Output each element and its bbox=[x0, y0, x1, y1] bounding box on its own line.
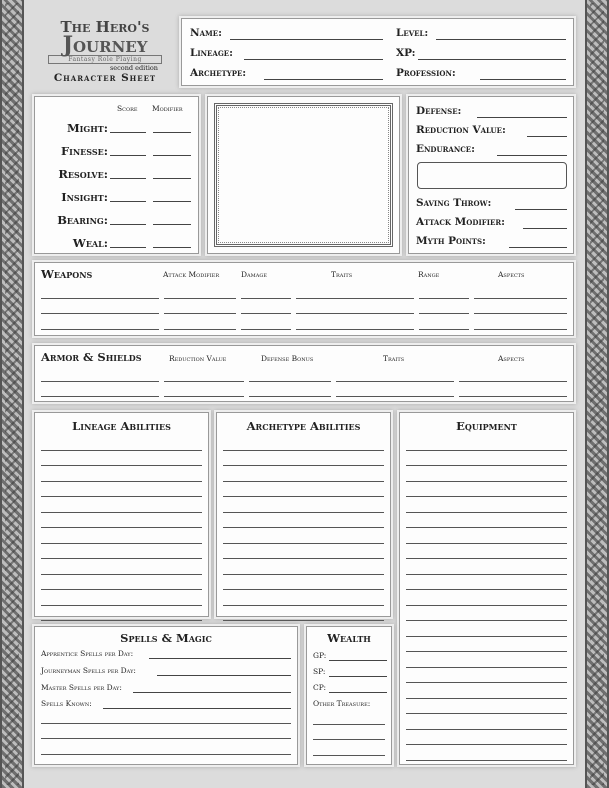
spells-known-label: Spells Known: bbox=[41, 699, 92, 708]
insight-label: Insight: bbox=[61, 190, 108, 204]
logo-line3: Fantasy Role Playing bbox=[48, 55, 162, 64]
archetype-label: Archetype: bbox=[190, 67, 247, 79]
weapons-col-damage: Damage bbox=[241, 270, 267, 279]
cp-label: CP: bbox=[313, 683, 327, 692]
reduction-field[interactable] bbox=[527, 136, 567, 137]
spells-title: Spells & Magic bbox=[120, 631, 212, 645]
logo bbox=[38, 20, 172, 84]
master-spells-label: Master Spells per Day: bbox=[41, 683, 122, 692]
myth-points-label: Myth Points: bbox=[416, 235, 486, 247]
weapons-table[interactable] bbox=[41, 283, 567, 330]
sp-field[interactable] bbox=[329, 676, 387, 677]
weapons-col-range: Range bbox=[418, 270, 440, 279]
resolve-score[interactable] bbox=[110, 178, 146, 179]
apprentice-spells-label: Apprentice Spells per Day: bbox=[41, 649, 134, 658]
attribute-row bbox=[35, 211, 200, 234]
attribute-row bbox=[35, 188, 200, 211]
armor-col-aspects: Aspects bbox=[498, 354, 525, 363]
left-knotwork-border bbox=[0, 0, 24, 788]
defense-label: Defense: bbox=[416, 105, 462, 117]
gp-label: GP: bbox=[313, 651, 327, 660]
weal-label: Weal: bbox=[72, 236, 108, 250]
insight-score[interactable] bbox=[110, 201, 146, 202]
weapons-col-traits: Traits bbox=[331, 270, 353, 279]
insight-modifier[interactable] bbox=[153, 201, 191, 202]
name-field[interactable] bbox=[230, 39, 383, 40]
bearing-score[interactable] bbox=[110, 224, 146, 225]
other-treasure-lines[interactable] bbox=[313, 709, 385, 756]
defense-panel bbox=[408, 96, 574, 254]
weapons-col-aspects: Aspects bbox=[498, 270, 525, 279]
lineage-abilities-lines[interactable] bbox=[41, 435, 202, 621]
other-treasure-label: Other Treasure: bbox=[313, 699, 371, 708]
armor-table[interactable] bbox=[41, 366, 567, 397]
master-spells-field[interactable] bbox=[133, 692, 291, 693]
attribute-row bbox=[35, 142, 200, 165]
attribute-list bbox=[35, 119, 200, 257]
lineage-abilities-title: Lineage Abilities bbox=[72, 419, 171, 433]
apprentice-spells-field[interactable] bbox=[149, 658, 291, 659]
equipment-title: Equipment bbox=[456, 419, 517, 433]
cp-field[interactable] bbox=[329, 692, 387, 693]
logo-line2: Journey bbox=[62, 32, 148, 58]
archetype-field[interactable] bbox=[264, 79, 383, 80]
weapons-title: Weapons bbox=[41, 267, 93, 281]
weapons-col-attack: Attack Modifier bbox=[163, 270, 220, 279]
right-knotwork-border bbox=[585, 0, 609, 788]
gp-field[interactable] bbox=[329, 660, 387, 661]
bearing-label: Bearing: bbox=[57, 213, 108, 227]
score-header: Score bbox=[117, 104, 138, 113]
endurance-label: Endurance: bbox=[416, 143, 476, 155]
armor-col-reduction: Reduction Value bbox=[169, 354, 227, 363]
finesse-modifier[interactable] bbox=[153, 155, 191, 156]
armor-title: Armor & Shields bbox=[41, 350, 142, 364]
lineage-label: Lineage: bbox=[190, 47, 234, 59]
lineage-abilities-panel bbox=[34, 412, 209, 617]
wealth-panel bbox=[306, 626, 392, 765]
weal-modifier[interactable] bbox=[153, 247, 191, 248]
might-score[interactable] bbox=[110, 132, 146, 133]
portrait-panel bbox=[207, 96, 400, 254]
xp-label: XP: bbox=[396, 47, 416, 59]
logo-line4: second edition bbox=[109, 64, 158, 72]
name-label: Name: bbox=[190, 27, 222, 39]
resolve-modifier[interactable] bbox=[153, 178, 191, 179]
journeyman-spells-field[interactable] bbox=[157, 675, 291, 676]
attributes-panel bbox=[34, 96, 199, 254]
saving-throw-label: Saving Throw: bbox=[416, 197, 492, 209]
endurance-field[interactable] bbox=[497, 155, 567, 156]
armor-col-traits: Traits bbox=[383, 354, 405, 363]
equipment-lines[interactable] bbox=[406, 435, 567, 761]
archetype-abilities-panel bbox=[216, 412, 391, 617]
journeyman-spells-label: Journeyman Spells per Day: bbox=[41, 666, 136, 675]
reduction-label: Reduction Value: bbox=[416, 124, 506, 136]
wealth-title: Wealth bbox=[327, 631, 371, 645]
spells-panel bbox=[34, 626, 298, 765]
endurance-box[interactable] bbox=[417, 162, 567, 189]
might-modifier[interactable] bbox=[153, 132, 191, 133]
finesse-score[interactable] bbox=[110, 155, 146, 156]
profession-label: Profession: bbox=[396, 67, 456, 79]
weapons-panel bbox=[34, 262, 574, 336]
attribute-row bbox=[35, 234, 200, 257]
portrait-frame[interactable] bbox=[214, 103, 393, 247]
myth-points-field[interactable] bbox=[509, 247, 567, 248]
modifier-header: Modifier bbox=[152, 104, 183, 113]
saving-throw-field[interactable] bbox=[515, 209, 567, 210]
attribute-row bbox=[35, 119, 200, 142]
sheet-subtitle: Character Sheet bbox=[53, 72, 157, 84]
level-label: Level: bbox=[396, 27, 429, 39]
attack-modifier-label: Attack Modifier: bbox=[416, 216, 506, 228]
xp-field[interactable] bbox=[418, 59, 566, 60]
weal-score[interactable] bbox=[110, 247, 146, 248]
level-field[interactable] bbox=[436, 39, 566, 40]
resolve-label: Resolve: bbox=[58, 167, 108, 181]
sp-label: SP: bbox=[313, 667, 326, 676]
attack-modifier-field[interactable] bbox=[523, 228, 567, 229]
logo-line1: The Hero's bbox=[60, 18, 150, 36]
archetype-abilities-lines[interactable] bbox=[223, 435, 384, 621]
equipment-panel bbox=[399, 412, 574, 765]
archetype-abilities-title: Archetype Abilities bbox=[246, 419, 361, 433]
attribute-row bbox=[35, 165, 200, 188]
identity-panel bbox=[181, 18, 574, 86]
profession-field[interactable] bbox=[480, 79, 566, 80]
armor-panel bbox=[34, 345, 574, 402]
lineage-field[interactable] bbox=[244, 59, 383, 60]
armor-col-defense: Defense Bonus bbox=[261, 354, 314, 363]
might-label: Might: bbox=[66, 121, 108, 135]
spells-known-lines[interactable] bbox=[41, 708, 291, 755]
bearing-modifier[interactable] bbox=[153, 224, 191, 225]
finesse-label: Finesse: bbox=[60, 144, 108, 158]
defense-field[interactable] bbox=[477, 117, 567, 118]
